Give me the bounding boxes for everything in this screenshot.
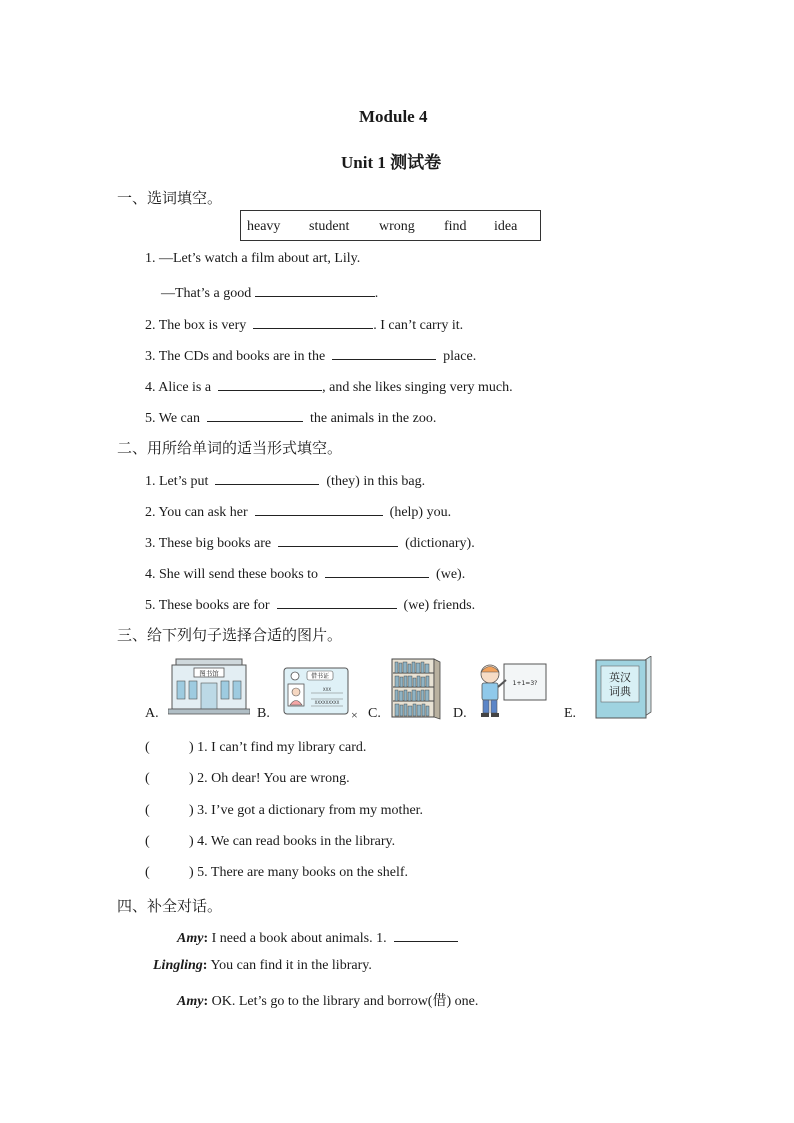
section4-heading: 四、补全对话。: [117, 897, 223, 915]
word-bank: [240, 210, 541, 241]
s2-q1: 1. Let’s put (they) in this bag.: [145, 470, 425, 490]
boy-at-blackboard-icon: [476, 660, 548, 720]
s3-q4: ( ) 4. We can read books in the library.: [145, 834, 396, 849]
s2-q2: 2. You can ask her (help) you.: [145, 501, 451, 521]
answer-blank[interactable]: [215, 470, 319, 485]
option-d-label: D.: [453, 706, 467, 721]
answer-blank[interactable]: [218, 376, 322, 391]
s3-q2: ( ) 2. Oh dear! You are wrong.: [145, 771, 350, 786]
stray-mark: ×: [351, 708, 358, 722]
library-sign: 图书馆: [199, 669, 219, 678]
section3-heading: 三、给下列句子选择合适的图片。: [117, 626, 343, 644]
dictionary-text-line1: 英汉: [609, 671, 631, 684]
unit-title: Unit 1 测试卷: [341, 153, 442, 172]
card-name: XXX: [322, 687, 332, 692]
word-bank-word: find: [444, 219, 467, 234]
dialogue-line-2: Lingling: You can find it in the library.: [153, 958, 372, 973]
s1-q4: 4. Alice is a , and she likes singing very much.: [145, 376, 513, 396]
word-bank-word: wrong: [379, 219, 415, 234]
s1-q3: 3. The CDs and books are in the place.: [145, 345, 476, 365]
library-card-icon: [283, 667, 349, 715]
option-c-label: C.: [368, 706, 381, 721]
dialogue-line-3: Amy: OK. Let’s go to the library and borrow(借) one.: [177, 994, 479, 1009]
s2-q3: 3. These big books are (dictionary).: [145, 532, 475, 552]
option-b-label: B.: [257, 706, 270, 721]
section1-heading: 一、选词填空。: [117, 189, 223, 207]
bookshelf-icon: [391, 658, 441, 720]
answer-blank[interactable]: [325, 563, 429, 578]
s2-q5: 5. These books are for (we) friends.: [145, 594, 475, 614]
card-number: XXXXXXXXX: [314, 700, 340, 705]
answer-blank[interactable]: [255, 282, 375, 297]
answer-blank[interactable]: [255, 501, 383, 516]
option-a-label: A.: [145, 706, 159, 721]
dictionary-text-line2: 词典: [609, 685, 631, 698]
s3-q3: ( ) 3. I’ve got a dictionary from my mother.: [145, 803, 424, 818]
word-bank-word: idea: [494, 219, 518, 234]
answer-blank[interactable]: [394, 927, 458, 942]
s3-q1: ( ) 1. I can’t find my library card.: [145, 740, 367, 755]
dictionary-icon: [593, 656, 653, 720]
s1-q2: 2. The box is very . I can’t carry it.: [145, 314, 463, 334]
s3-q5: ( ) 5. There are many books on the shelf.: [145, 865, 409, 880]
word-bank-word: student: [309, 219, 350, 234]
board-text: 1+1=3?: [512, 680, 538, 687]
s1-q5: 5. We can the animals in the zoo.: [145, 407, 436, 427]
s1-q1-line2: —That’s a good .: [161, 282, 378, 302]
answer-blank[interactable]: [253, 314, 373, 329]
s2-q4: 4. She will send these books to (we).: [145, 563, 465, 583]
option-e-label: E.: [564, 706, 577, 721]
answer-blank[interactable]: [207, 407, 303, 422]
section2-heading: 二、用所给单词的适当形式填空。: [117, 439, 343, 457]
answer-blank[interactable]: [277, 594, 397, 609]
answer-blank[interactable]: [278, 532, 398, 547]
word-bank-word: heavy: [247, 219, 281, 234]
module-title: Module 4: [359, 107, 428, 126]
library-building-icon: [168, 657, 250, 717]
dialogue-line-1: Amy: I need a book about animals. 1.: [177, 927, 458, 947]
s1-q1-line1: 1. —Let’s watch a film about art, Lily.: [145, 251, 361, 266]
answer-blank[interactable]: [332, 345, 436, 360]
card-title: 借书证: [310, 673, 330, 680]
